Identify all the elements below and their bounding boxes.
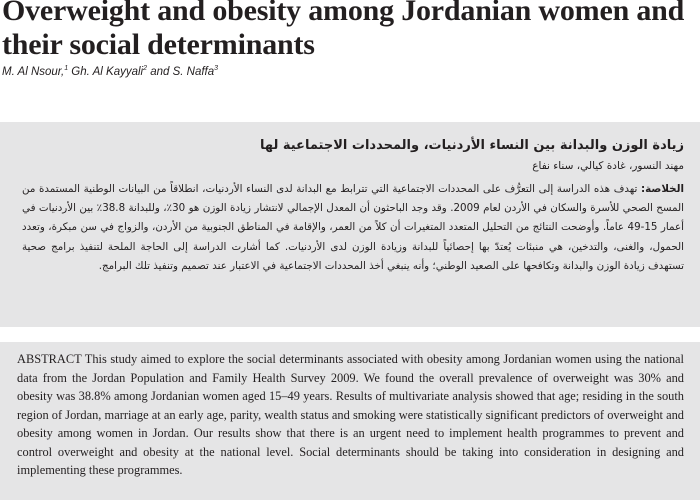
- author-affiliation: 2: [143, 65, 148, 72]
- arabic-abstract-box: [0, 122, 700, 327]
- author-name: Gh. Al Kayyali: [68, 65, 144, 78]
- author-name: M. Al Nsour,: [2, 65, 65, 78]
- english-abstract: ABSTRACT This study aimed to explore the social determinants associated with obesity among Jordanian women using the national data from the Jordan Population and Family Health Survey 2009. We found the overall prevalence of overweight was 30% and obesity was 38.8% among Jordanian women aged 15–49 years. Results of multivariate analysis showed that age; residing in the south region of Jordan, marriage at an early age, parity, wealth status and smoking were statistically significant predictors of overweight and obesity among women in Jordan. Our results show that there is an urgent need to implement health programmes to prevent and control overweight and obesity at the national level. Social determinants should be taking into consideration in designing and implementing these programmes.: [17, 352, 684, 477]
- author-affiliation: 3: [214, 65, 219, 72]
- author-affiliation: 1: [64, 65, 69, 72]
- arabic-abstract-text: تهدف هذه الدراسة إلى التعرُّف على المحددات الاجتماعية التي تترابط مع البدانة لدى النساء الأردنيات، انطلاقاً من البيانات الوطنية المستمدة من المسح الصحي للأسرة والسكان في الأردن لعام 2009. وقد وجد الباحثون أن المعدل الإجمالي لانتشار زيادة الوزن هو 30٪، وللبدانة 38.8٪ بين الأردنيات في أعمار 15-49 عاماً. وأوضحت النتائج من التحليل المتعدد المتغيرات أن كلاً من العمر، والإقامة في المناطق الجنوبية من الأردن، والزواج في سن مبكرة، وتعدد الحمول، والغنى، والتدخين، هي منبئات يُعتدّ بها إحصائياً للبدانة وزيادة الوزن لدى الأردنيات. كما أشارت الدراسة إلى الحاجة الملحة لتنفيذ برامج صحية تستهدف زيادة الوزن والبدانة وتكافحها على الصعيد الوطني؛ وأنه ينبغي أخذ المحددات الاجتماعية في الاعتبار عند تصميم وتنفيذ تلك البرامج.: [22, 183, 685, 272]
- arabic-title: زيادة الوزن والبدانة بين النساء الأردنيات، والمحددات الاجتماعية لها: [260, 138, 684, 153]
- arabic-abstract: [22, 180, 684, 276]
- arabic-authors: مهند النسور، غادة كيالي، سناء نفاع: [532, 160, 684, 172]
- arabic-abstract-label: الخلاصة:: [641, 183, 684, 195]
- article-title: Overweight and obesity among Jordanian women and their social determinants: [2, 0, 685, 61]
- author-name: and S. Naffa: [147, 65, 215, 78]
- english-abstract-box: [0, 342, 700, 500]
- author-list: [2, 65, 218, 78]
